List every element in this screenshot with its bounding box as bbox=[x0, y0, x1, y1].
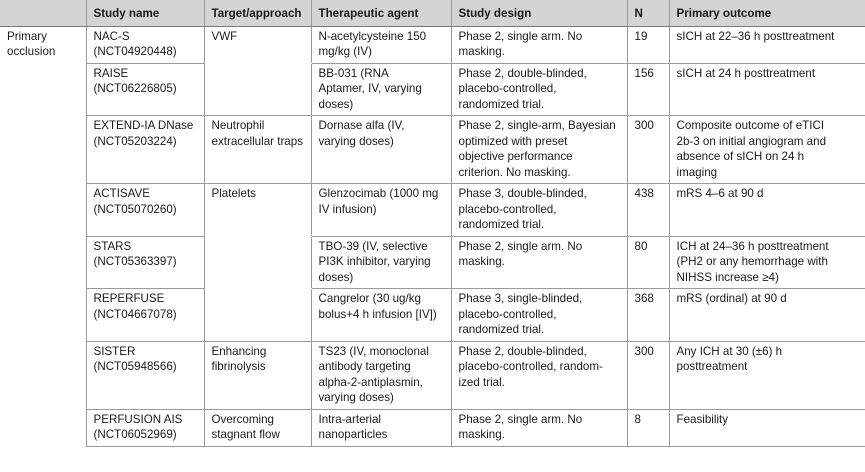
agent-cell: Intra-arterial nanoparticles bbox=[311, 409, 451, 446]
outcome-cell: mRS (ordinal) at 90 d bbox=[669, 289, 865, 342]
table-row bbox=[0, 184, 865, 237]
outcome-cell: mRS 4–6 at 90 d bbox=[669, 184, 865, 237]
outcome-cell: ICH at 24–36 h posttreatment (PH2 or any hemorrhage with NIHSS increase ≥4) bbox=[669, 236, 865, 289]
agent-cell: Glenzocimab (1000 mg IV infusion) bbox=[311, 184, 451, 237]
agent-cell: TS23 (IV, monoclonal antibody targeting alpha-2-antiplasmin, varying doses) bbox=[311, 341, 451, 409]
table-row bbox=[0, 26, 865, 63]
table-row bbox=[0, 236, 865, 289]
agent-cell: Dornase alfa (IV, varying doses) bbox=[311, 116, 451, 184]
outcome-cell: sICH at 22–36 h posttreatment bbox=[669, 26, 865, 63]
study-name-cell: PERFUSION AIS (NCT06052969) bbox=[86, 409, 204, 446]
outcome-cell: sICH at 24 h posttreatment bbox=[669, 63, 865, 116]
n-cell: 368 bbox=[627, 289, 669, 342]
target-cell: Neutrophil extracellular traps bbox=[204, 116, 311, 184]
table-row bbox=[0, 116, 865, 184]
agent-cell: BB-031 (RNA Aptamer, IV, varying doses) bbox=[311, 63, 451, 116]
outcome-cell: Any ICH at 30 (±6) h posttreatment bbox=[669, 341, 865, 409]
target-cell bbox=[204, 236, 311, 289]
header-target-approach: Target/approach bbox=[204, 0, 311, 26]
header-n: N bbox=[627, 0, 669, 26]
agent-cell: Cangrelor (30 ug/kg bolus+4 h infusion [IV]) bbox=[311, 289, 451, 342]
design-cell: Phase 3, double-blinded, placebo-controlled, randomized trial. bbox=[451, 184, 627, 237]
target-cell: Overcoming stagnant flow bbox=[204, 409, 311, 446]
design-cell: Phase 2, single arm. No masking. bbox=[451, 236, 627, 289]
study-name-cell: ACTISAVE (NCT05070260) bbox=[86, 184, 204, 237]
target-cell bbox=[204, 63, 311, 116]
table-row bbox=[0, 289, 865, 342]
study-name-cell: SISTER (NCT05948566) bbox=[86, 341, 204, 409]
n-cell: 300 bbox=[627, 116, 669, 184]
study-name-cell: NAC-S (NCT04920448) bbox=[86, 26, 204, 63]
category-label: Primary occlusion bbox=[7, 29, 56, 58]
n-cell: 80 bbox=[627, 236, 669, 289]
design-cell: Phase 3, single-blinded, placebo-controlled, randomized trial. bbox=[451, 289, 627, 342]
table-row bbox=[0, 409, 865, 446]
table-body bbox=[0, 26, 865, 446]
agent-cell: N-acetylcysteine 150 mg/kg (IV) bbox=[311, 26, 451, 63]
agent-cell: TBO-39 (IV, selective PI3K inhibitor, varying doses) bbox=[311, 236, 451, 289]
table-row bbox=[0, 341, 865, 409]
header-row bbox=[0, 0, 865, 26]
header-therapeutic-agent: Therapeutic agent bbox=[311, 0, 451, 26]
n-cell: 438 bbox=[627, 184, 669, 237]
header-primary-outcome: Primary outcome bbox=[669, 0, 865, 26]
category-cell bbox=[0, 26, 86, 446]
target-cell: Platelets bbox=[204, 184, 311, 237]
design-cell: Phase 2, single arm. No masking. bbox=[451, 26, 627, 63]
target-cell: VWF bbox=[204, 26, 311, 63]
study-name-cell: STARS (NCT05363397) bbox=[86, 236, 204, 289]
design-cell: Phase 2, single-arm, Bayesian optimized with preset objective performance criterion. No masking. bbox=[451, 116, 627, 184]
outcome-cell: Composite outcome of eTICI 2b-3 on initial angiogram and absence of sICH on 24 h imaging bbox=[669, 116, 865, 184]
n-cell: 156 bbox=[627, 63, 669, 116]
study-name-cell: RAISE (NCT06226805) bbox=[86, 63, 204, 116]
target-cell bbox=[204, 289, 311, 342]
n-cell: 8 bbox=[627, 409, 669, 446]
study-name-cell: EXTEND-IA DNase (NCT05203224) bbox=[86, 116, 204, 184]
design-cell: Phase 2, double-blinded, placebo-controlled, random- ized trial. bbox=[451, 341, 627, 409]
header-study-name: Study name bbox=[86, 0, 204, 26]
n-cell: 19 bbox=[627, 26, 669, 63]
target-cell: Enhancing fibrinolysis bbox=[204, 341, 311, 409]
n-cell: 300 bbox=[627, 341, 669, 409]
design-cell: Phase 2, single arm. No masking. bbox=[451, 409, 627, 446]
header-study-design: Study design bbox=[451, 0, 627, 26]
header-category bbox=[0, 0, 86, 26]
design-cell: Phase 2, double-blinded, placebo-controlled, randomized trial. bbox=[451, 63, 627, 116]
study-name-cell: REPERFUSE (NCT04667078) bbox=[86, 289, 204, 342]
outcome-cell: Feasibility bbox=[669, 409, 865, 446]
table-header bbox=[0, 0, 865, 26]
table-row bbox=[0, 63, 865, 116]
